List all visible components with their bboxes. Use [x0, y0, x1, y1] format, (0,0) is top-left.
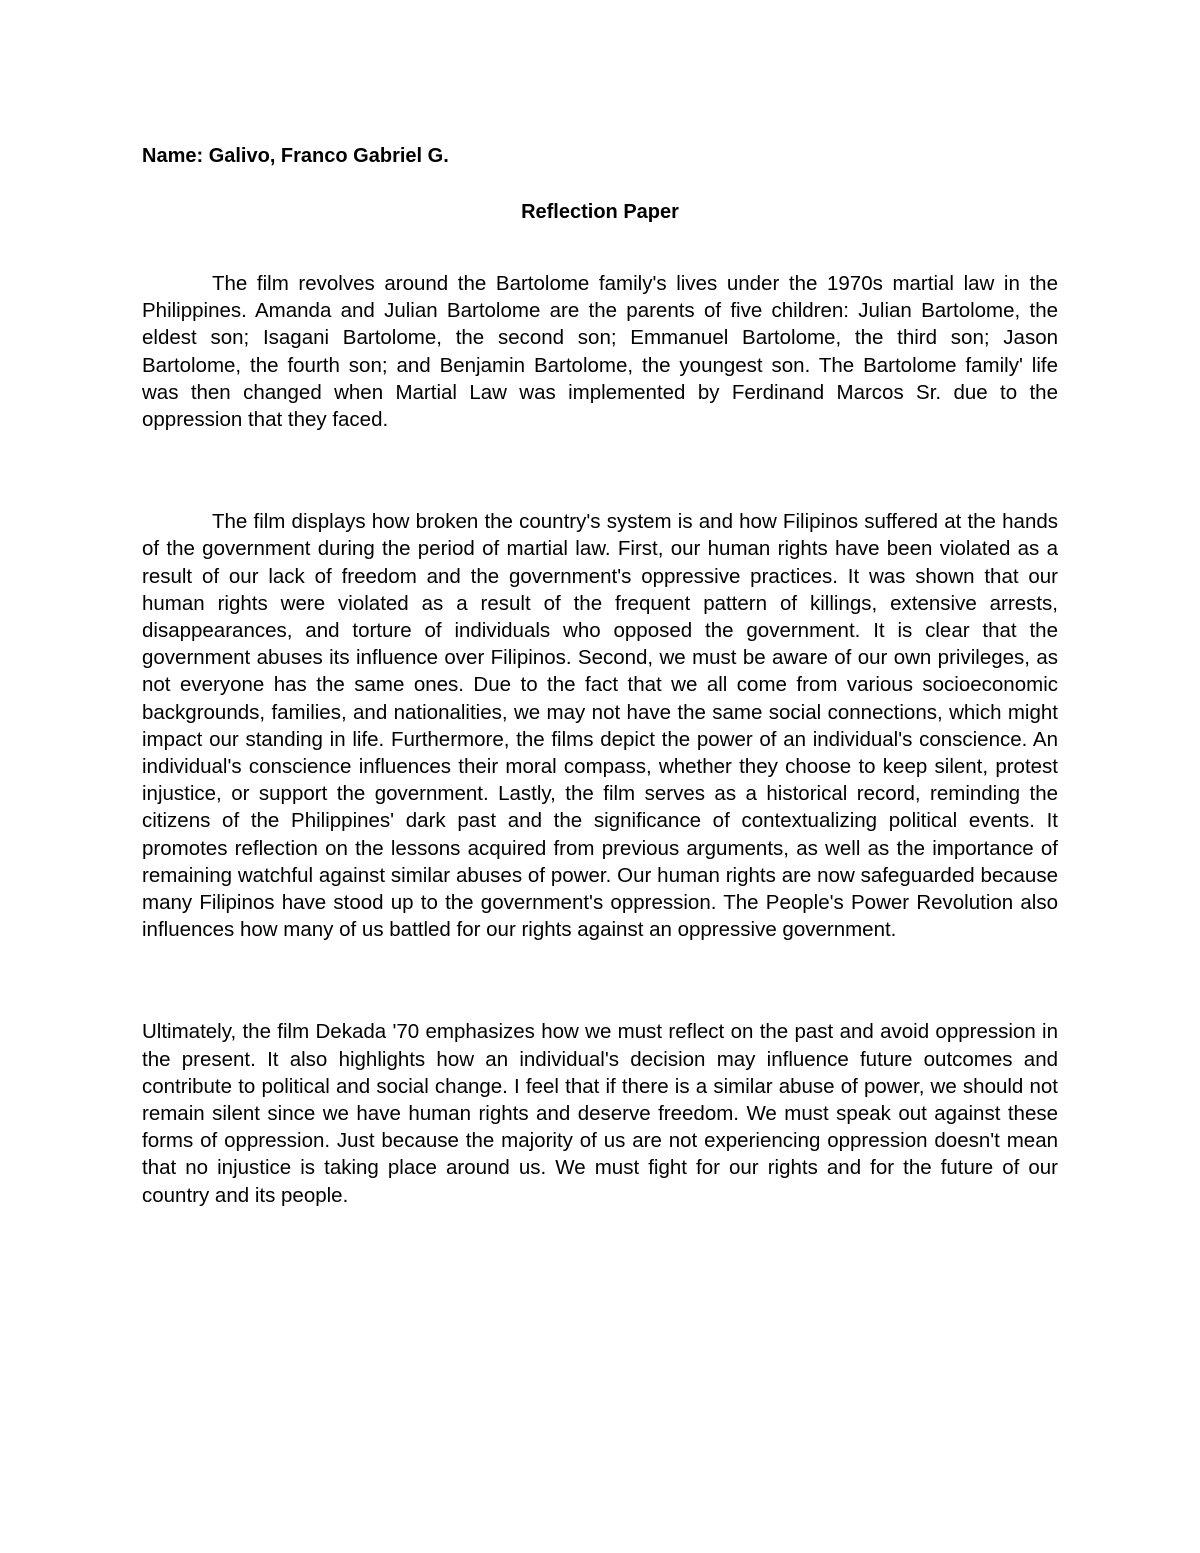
author-name-line: Name: Galivo, Franco Gabriel G.	[142, 145, 449, 167]
paragraph-body: The film displays how broken the country's system is and how Filipinos suffered at the hands of the government during the period of martial law. First, our human rights have been violated as a result of our lack of freedom and the government's oppressive practices. It was shown that our human rights were violated as a result of the frequent pattern of killings, extensive arrests, disappearances, and torture of individuals who opposed the government. It is clear that the government abuses its influence over Filipinos. Second, we must be aware of our own privileges, as not everyone has the same ones. Due to the fact that we all come from various socioeconomic backgrounds, families, and nationalities, we may not have the same social connections, which might impact our standing in life. Furthermore, the films depict the power of an individual's conscience. An individual's conscience influences their moral compass, whether they choose to keep silent, protest injustice, or support the government. Lastly, the film serves as a historical record, reminding the citizens of the Philippines' dark past and the significance of contextualizing political events. It promotes reflection on the lessons acquired from previous arguments, as well as the importance of remaining watchful against similar abuses of power. Our human rights are now safeguarded because many Filipinos have stood up to the government's oppression. The People's Power Revolution also influences how many of us battled for our rights against an oppressive government.	[142, 510, 1058, 942]
document-title: Reflection Paper	[521, 201, 679, 223]
document-body	[142, 140, 1058, 1209]
paragraph-conclusion: Ultimately, the film Dekada '70 emphasizes how we must reflect on the past and avoid oppression in the present. It also highlights how an individual's decision may influence future outcomes and contribute to political and social change. I feel that if there is a similar abuse of power, we should not remain silent since we have human rights and deserve freedom. We must speak out against these forms of oppression. Just because the majority of us are not experiencing oppression doesn't mean that no injustice is taking place around us. We must fight for our rights and for the future of our country and its people.	[142, 1020, 1058, 1207]
paragraph-intro: The film revolves around the Bartolome family's lives under the 1970s martial law in the Philippines. Amanda and Julian Bartolome are the parents of five children: Julian Bartolome, the eldest son; Isagani Bartolome, the second son; Emmanuel Bartolome, the third son; Jason Bartolome, the fourth son; and Benjamin Bartolome, the youngest son. The Bartolome family' life was then changed when Martial Law was implemented by Ferdinand Marcos Sr. due to the oppression that they faced.	[142, 272, 1058, 432]
